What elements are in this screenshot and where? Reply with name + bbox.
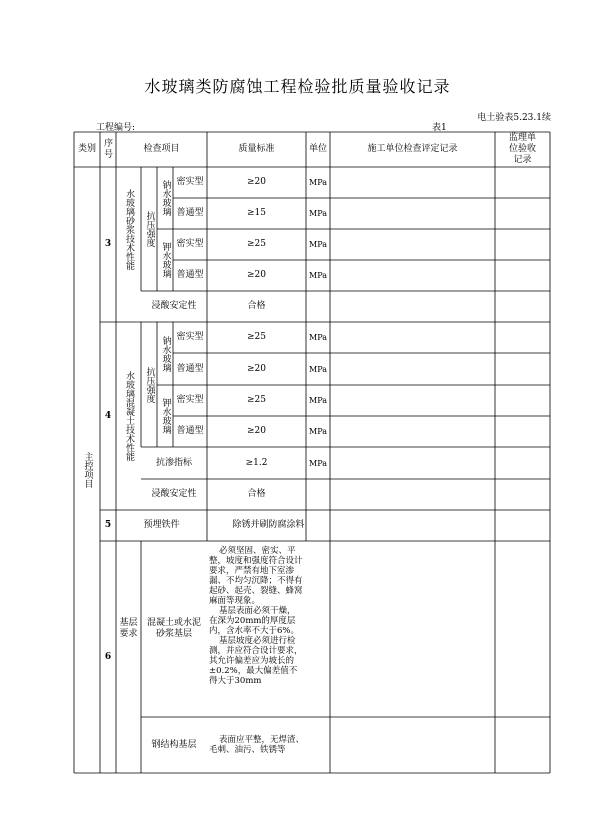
std-4-4: ≥20 [247, 426, 266, 436]
unit-3-3: MPa [309, 240, 327, 249]
dense-3b: 密实型 [176, 239, 204, 249]
header-contractor: 施工单位检查评定记录 [367, 144, 458, 154]
header-item: 检查项目 [143, 144, 180, 154]
seq-3: 3 [104, 239, 112, 249]
std-4-1: ≥25 [247, 332, 266, 342]
dense-3a: 密实型 [176, 177, 204, 187]
page-title: 水玻璃类防腐蚀工程检验批质量验收记录 [144, 77, 451, 96]
std-4-2: ≥20 [247, 363, 266, 374]
unit-3-4: MPa [309, 271, 327, 280]
std-3-4: ≥20 [247, 270, 266, 280]
header-seq: 序号 [104, 138, 114, 160]
acid-value-4: 合格 [247, 489, 266, 499]
group-concrete: 水玻璃混凝土技术性能 [124, 371, 134, 461]
std-3-1: ≥20 [247, 177, 266, 187]
item-embedded-iron: 预埋铁件 [143, 520, 180, 530]
seq-4: 4 [104, 410, 112, 421]
form-code: 电土验表5.23.1续 [477, 113, 551, 123]
header-unit: 单位 [308, 144, 327, 154]
normal-3a: 普通型 [176, 208, 204, 218]
header-category: 类别 [77, 144, 96, 154]
std-3-3: ≥25 [247, 239, 266, 249]
category-main: 主控项目 [82, 452, 93, 488]
unit-3-2: MPa [309, 209, 327, 218]
potassium-3: 钾水玻璃 [160, 242, 171, 278]
potassium-4: 钾水玻璃 [160, 398, 171, 434]
std-3-2: ≥15 [247, 208, 266, 218]
unit-4-5: MPa [309, 458, 327, 468]
seep-value-4: ≥1.2 [245, 457, 268, 468]
steel-base-text: 表面应平整，无焊渣、毛刺、油污、铁锈等 [209, 735, 305, 755]
std-4-3: ≥25 [247, 395, 266, 405]
concrete-base-p1: 必须坚固、密实、平整，坡度和强度符合设计要求，严禁有地下室渗漏、不均匀沉降；不得有起砂、起壳、裂缝、蜂窝麻面等现象。 [209, 546, 303, 606]
sub-compressive-3: 抗压强度 [144, 211, 155, 247]
acid-label-4: 浸酸安定性 [151, 489, 197, 499]
std-embedded-iron: 除锈并刷防腐涂料 [232, 520, 305, 530]
seep-label-4: 抗渗指标 [155, 457, 192, 468]
sodium-4: 钠水玻璃 [160, 335, 171, 372]
seq-5: 5 [104, 520, 112, 530]
header-standard: 质量标准 [238, 144, 275, 154]
project-no-label: 工程编号: [96, 123, 136, 133]
unit-4-3: MPa [309, 396, 327, 405]
group-base: 基层要求 [119, 618, 138, 639]
concrete-base-label: 混凝土或水泥砂浆基层 [146, 618, 201, 639]
unit-4-2: MPa [309, 364, 327, 374]
concrete-base-text [209, 546, 303, 716]
normal-4a: 普通型 [176, 363, 204, 374]
unit-3-1: MPa [309, 178, 327, 187]
table-no: 表1 [432, 123, 447, 133]
group-mortar: 水玻璃砂浆技术性能 [124, 188, 134, 270]
steel-base-label: 钢结构基层 [151, 739, 197, 750]
concrete-base-p3: 基层坡度必须进行检测，并应符合设计要求，其允许偏差应为坡长的±0.2%，最大偏差值不得大于30mm [209, 636, 303, 686]
dense-4a: 密实型 [176, 332, 204, 342]
concrete-base-p2: 基层表面必须干燥，在深为20mm的厚度层内，含水率不大于6%。 [209, 606, 299, 636]
seq-6: 6 [104, 651, 112, 662]
sub-compressive-4: 抗压强度 [144, 366, 155, 403]
acid-label-3: 浸酸安定性 [151, 301, 197, 311]
sodium-3: 钠水玻璃 [160, 180, 171, 216]
header-supervisor: 监理单位验收记录 [508, 133, 536, 165]
acid-value-3: 合格 [247, 301, 266, 311]
unit-4-4: MPa [309, 427, 327, 436]
normal-3b: 普通型 [176, 270, 204, 280]
dense-4b: 密实型 [176, 395, 204, 405]
normal-4b: 普通型 [176, 426, 204, 436]
unit-4-1: MPa [309, 333, 327, 342]
